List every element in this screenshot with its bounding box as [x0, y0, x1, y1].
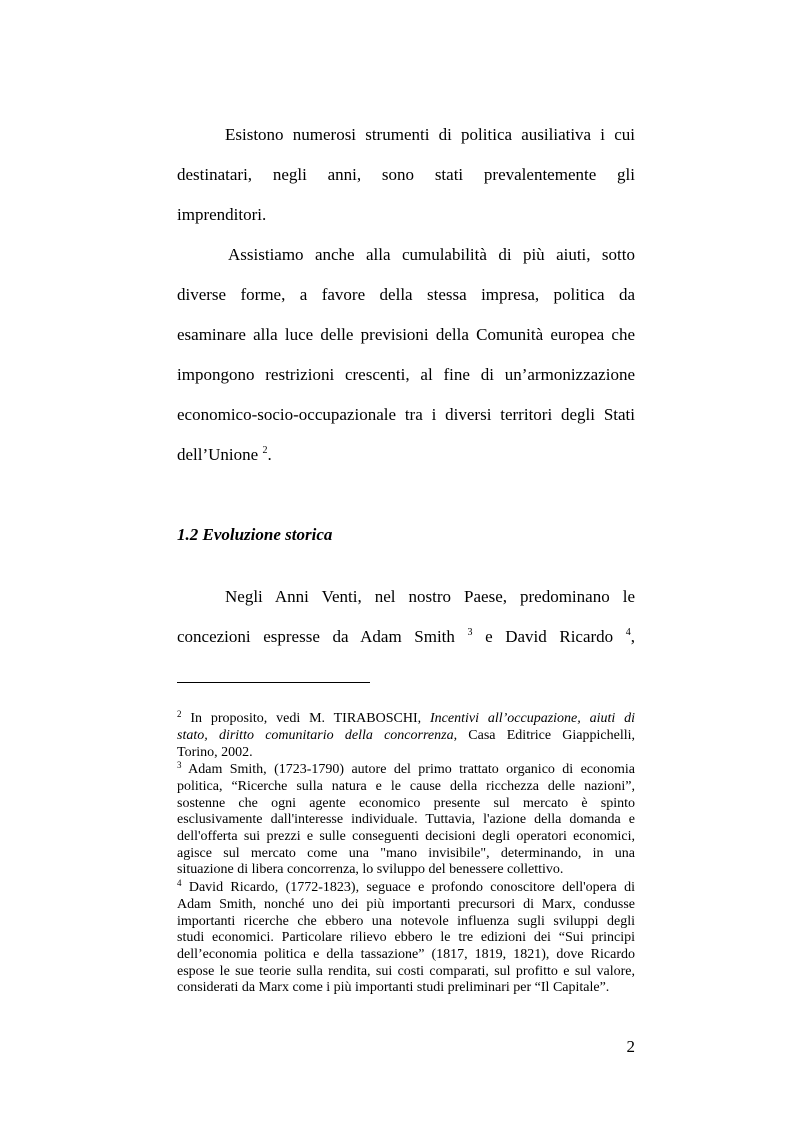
footnote-line: situazione di libera concorrenza, lo sviluppo del benessere collettivo. [177, 862, 564, 877]
footnote-line: dell'offerta sui prezzi e sulle conseguenti decisioni degli operatori economici, [177, 829, 635, 844]
footnote-text: In proposito, vedi M. TIRABOSCHI, [190, 711, 422, 726]
body-text: . [267, 445, 272, 464]
footnote-line [177, 711, 635, 728]
footnote-line: importanti ricerche che ebbero una notevole influenza sugli sviluppi degli [177, 914, 635, 929]
footnote-separator [177, 682, 370, 683]
body-text: , [630, 627, 636, 646]
body-line: destinatari, negli anni, sono stati prevalentemente gli [177, 165, 635, 184]
footnote-ref[interactable]: 4 [625, 627, 631, 638]
body-line: esaminare alla luce delle previsioni della Comunità europea che [177, 325, 635, 344]
body-line: economico-socio-occupazionale tra i diversi territori degli Stati [177, 405, 635, 424]
footnote-line [177, 880, 635, 897]
footnote-line: dell’economia politica e della tassazione” (1817, 1819, 1821), dove Ricardo [177, 947, 635, 962]
footnote-ref[interactable]: 3 [467, 627, 473, 638]
footnote-text: David Ricardo, (1772-1823), seguace e profondo conoscitore dell'opera di [188, 880, 636, 895]
footnote-line [177, 762, 635, 779]
body-line: diverse forme, a favore della stessa impresa, politica da [177, 285, 635, 304]
footnote-text: , Casa Editrice Giappichelli, [453, 728, 635, 743]
body-line: Negli Anni Venti, nel nostro Paese, predominano le [225, 587, 635, 606]
footnote-line: espose le sue teorie sulla rendita, sui costi comparati, sul profitto e sul valore, [177, 964, 635, 979]
footnote-line: agisce sul mercato come una "mano invisibile", determinando, in una [177, 846, 635, 861]
footnote-number: 3 [177, 760, 182, 770]
footnote-line [177, 728, 635, 745]
footnote-line: Torino, 2002. [177, 745, 253, 760]
footnote-italic-title: stato, diritto comunitario della concorrenza [177, 728, 454, 743]
body-text: concezioni espresse da Adam Smith [177, 627, 455, 646]
body-line: Esistono numerosi strumenti di politica ausiliativa i cui [225, 125, 635, 144]
body-line: impongono restrizioni crescenti, al fine di un’armonizzazione [177, 365, 635, 384]
footnote-line: politica, “Ricerche sulla natura e le cause della ricchezza delle nazioni”, [177, 779, 635, 794]
footnote-number: 4 [177, 878, 182, 888]
footnote-line: sostenne che ogni agente economico presente sul mercato è spinto [177, 796, 635, 811]
footnote-line: esclusivamente dall'interesse individuale. Tuttavia, l'azione della domanda e [177, 812, 635, 827]
footnote-line: Adam Smith, nonché uno dei più importanti precursori di Marx, condusse [177, 897, 635, 912]
footnote-text: Adam Smith, (1723-1790) autore del primo trattato organico di economia [188, 762, 635, 777]
section-heading: 1.2 Evoluzione storica [177, 525, 333, 544]
body-text: dell’Unione [177, 445, 259, 464]
footnote-line: considerati da Marx come i più importanti studi preliminari per “Il Capitale”. [177, 980, 610, 995]
body-line [177, 445, 635, 465]
footnote-ref[interactable]: 2 [262, 445, 268, 456]
footnote-line: studi economici. Particolare rilievo ebbero le tre edizioni dei “Sui principi [177, 930, 635, 945]
footnote-number: 2 [177, 709, 182, 719]
page-number: 2 [626, 1037, 635, 1056]
body-line: Assistiamo anche alla cumulabilità di più aiuti, sotto [228, 245, 635, 264]
body-text: e David Ricardo [485, 627, 614, 646]
footnote-italic-title: Incentivi all’occupazione, aiuti di [430, 711, 636, 726]
body-line [177, 627, 635, 647]
body-line: imprenditori. [177, 205, 267, 224]
